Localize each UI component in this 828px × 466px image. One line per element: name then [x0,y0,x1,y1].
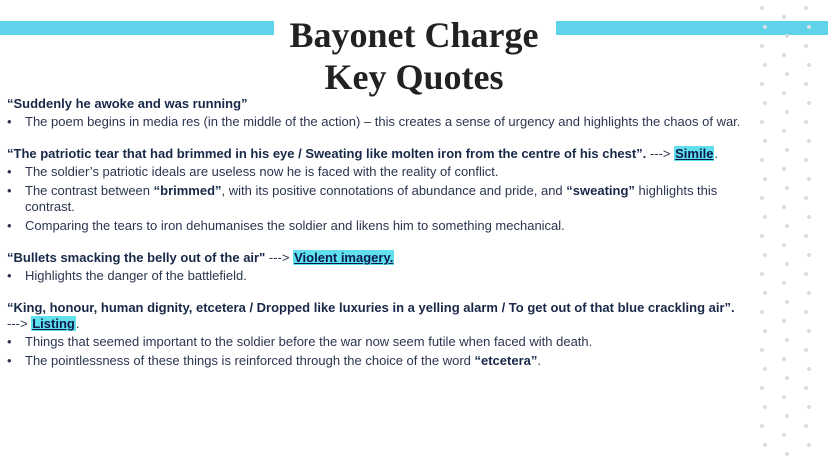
decorative-dot [785,262,789,266]
decorative-dot [785,186,789,190]
decorative-dot [760,6,764,10]
technique-highlight: Violent imagery. [294,250,394,265]
decorative-dot [807,291,811,295]
decorative-dot [760,44,764,48]
decorative-dot [782,395,786,399]
bullet-item: • The soldier’s patriotic ideals are useless now he is faced with the reality of conflict. [7,164,742,180]
quote-section-1 [7,96,742,130]
decorative-dot [763,405,767,409]
bullet-item [7,183,742,215]
slide-title [0,14,828,98]
decorative-dot [807,253,811,257]
decorative-dot [804,386,808,390]
decorative-dot [782,357,786,361]
decorative-dot [760,348,764,352]
decorative-dot [763,215,767,219]
arrow-text: ---> [7,316,28,331]
decorative-dot [807,63,811,67]
bullet-item [7,353,742,369]
title-line-2: Key Quotes [324,57,504,97]
decorative-dot [804,196,808,200]
quote-text: “King, honour, human dignity, etcetera / Dropped like luxuries in a yelling alarm / To get out of that blue crackling air”. [7,300,735,315]
decorative-dot [804,82,808,86]
decorative-dot [807,329,811,333]
decorative-dot [807,25,811,29]
decorative-dot [785,148,789,152]
bullet-list [7,268,742,284]
decorative-dot [785,376,789,380]
decorative-dot [804,44,808,48]
bullet-list [7,334,742,369]
decorative-dot [760,272,764,276]
decorative-dot [785,224,789,228]
decorative-dot [763,367,767,371]
decorative-dot [785,338,789,342]
decorative-dot [760,386,764,390]
quote-section-4 [7,300,742,369]
decorative-dot [763,291,767,295]
decorative-dot [807,443,811,447]
bullet-item: • The poem begins in media res (in the middle of the action) – this creates a sense of urgency and highlights the chaos of war. [7,114,742,130]
decorative-dot [804,348,808,352]
quote-line [7,300,742,332]
decorative-dot [807,101,811,105]
bullet-text: The contrast between [25,183,154,198]
decorative-dot [760,424,764,428]
slide-content [7,96,742,385]
decorative-dot [763,443,767,447]
decorative-dot [782,433,786,437]
quote-section-2 [7,146,742,234]
decorative-dot [785,110,789,114]
quote-text: “Bullets smacking the belly out of the air" [7,250,266,265]
bold-word: “sweating” [566,183,635,198]
decorative-dot [782,205,786,209]
decorative-dot [807,367,811,371]
decorative-dot [763,139,767,143]
decorative-dot [804,272,808,276]
bullet-text: The pointlessness of these things is reinforced through the choice of the word [25,353,475,368]
bullet-text: . [537,353,541,368]
bullet-list [7,164,742,234]
bullet-text: , with its positive connotations of abundance and pride, and [221,183,567,198]
decorative-dot [807,139,811,143]
decorative-dot [782,129,786,133]
decorative-dot [763,329,767,333]
decorative-dot [785,452,789,456]
decorative-dot [782,91,786,95]
decorative-dot [804,6,808,10]
decorative-dot [785,414,789,418]
bold-word: “brimmed” [153,183,222,198]
decorative-dot [785,300,789,304]
decorative-dot [782,243,786,247]
arrow-text: ---> [646,146,671,161]
decorative-dot [804,158,808,162]
decorative-dot [782,15,786,19]
decorative-dot [760,82,764,86]
decorative-dot [763,101,767,105]
decorative-dot [804,120,808,124]
decorative-dot [782,53,786,57]
decorative-dot [807,177,811,181]
decorative-dot [785,72,789,76]
decorative-dot [807,215,811,219]
decorative-dot [760,310,764,314]
bullet-list [7,114,742,130]
decorative-dot [804,424,808,428]
decorative-dot-pattern [752,0,828,466]
decorative-dot [804,234,808,238]
decorative-dot [763,63,767,67]
decorative-dot [782,281,786,285]
decorative-dot [782,167,786,171]
title-line-1: Bayonet Charge [289,15,539,55]
decorative-dot [763,177,767,181]
arrow-text: ---> [265,250,290,265]
decorative-dot [760,158,764,162]
decorative-dot [785,34,789,38]
bullet-item: • Highlights the danger of the battlefield. [7,268,742,284]
technique-suffix: . [714,146,719,161]
decorative-dot [760,196,764,200]
decorative-dot [782,319,786,323]
quote-text: “Suddenly he awoke and was running” [7,96,248,111]
decorative-dot [763,253,767,257]
bullet-item: • Things that seemed important to the soldier before the war now seem futile when faced with death. [7,334,742,350]
bold-word: “etcetera” [474,353,538,368]
decorative-dot [763,25,767,29]
quote-section-3 [7,250,742,284]
technique-highlight: Listing [32,316,75,331]
technique-highlight: Simile [675,146,714,161]
quote-text: “The patriotic tear that had brimmed in his eye / Sweating like molten iron from the centre of his chest”. [7,146,647,161]
bullet-text: highlights this contrast. [25,183,718,214]
decorative-dot [804,310,808,314]
decorative-dot [760,120,764,124]
technique-suffix: . [75,316,80,331]
bullet-item: • Comparing the tears to iron dehumanises the soldier and likens him to something mechanical. [7,218,742,234]
decorative-dot [760,234,764,238]
quote-line [7,250,742,266]
decorative-dot [807,405,811,409]
quote-line [7,146,742,162]
